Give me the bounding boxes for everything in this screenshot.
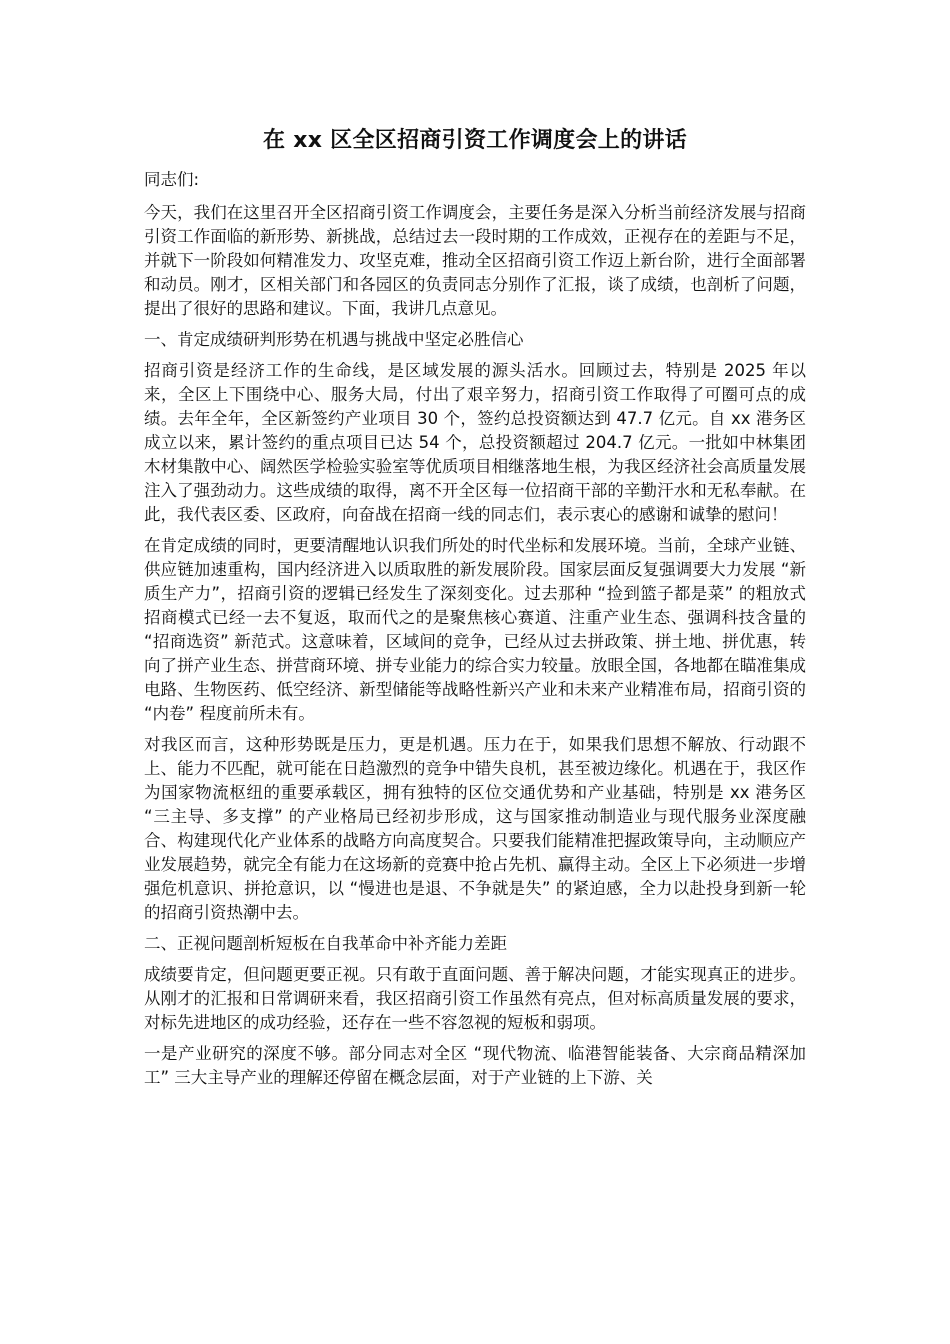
document-page [144, 122, 806, 1097]
paragraph-problem-one: 一是产业研究的深度不够。部分同志对全区 “现代物流、临港智能装备、大宗商品精深加工” 三大主导产业的理解还停留在概念层面，对于产业链的上下游、关 [144, 1044, 806, 1087]
paragraph-opportunity: 对我区而言，这种形势既是压力，更是机遇。压力在于，如果我们思想不解放、行动跟不上、能力不匹配，就可能在日趋激烈的竞争中错失良机，甚至被边缘化。机遇在于，我区作为国家物流枢纽的重要承载区，拥有独特的区位交通优势和产业基础，特别是 xx 港务区 “三主导、多支撑” 的产业格局已经初步形成，这与国家推动制造业与现代服务业深度融合、构建现代化产业体系的战略方向高度契合。只要我们能精准把握政策导向，主动顺应产业发展趋势，就完全有能力在这场新的竞赛中抢占先机、赢得主动。全区上下必须进一步增强危机意识、拼抢意识，以 “慢进也是退、不争就是失” 的紧迫感，全力以赴投身到新一轮的招商引资热潮中去。 [144, 735, 806, 922]
paragraph-problems: 成绩要肯定，但问题更要正视。只有敢于直面问题、善于解决问题，才能实现真正的进步。从刚才的汇报和日常调研来看，我区招商引资工作虽然有亮点，但对标高质量发展的要求，对标先进地区的成功经验，还存在一些不容忽视的短板和弱项。 [144, 965, 806, 1032]
paragraph-achievements: 招商引资是经济工作的生命线，是区域发展的源头活水。回顾过去，特别是 2025 年以来，全区上下围绕中心、服务大局，付出了艰辛努力，招商引资工作取得了可圈可点的成绩。去年全年，全区新签约产业项目 30 个，签约总投资额达到 47.7 亿元。自 xx 港务区成立以来，累计签约的重点项目已达 54 个，总投资额超过 204.7 亿元。一批如中林集团木材集散中心、阔然医学检验实验室等优质项目相继落地生根，为我区经济社会高质量发展注入了强劲动力。这些成绩的取得，离不开全区每一位招商干部的辛勤汗水和无私奉献。在此，我代表区委、区政府，向奋战在招商一线的同志们，表示衷心的感谢和诚挚的慰问！ [144, 361, 806, 524]
section-heading-1: 一、肯定成绩研判形势在机遇与挑战中坚定必胜信心 [144, 330, 524, 349]
section-heading-2: 二、正视问题剖析短板在自我革命中补齐能力差距 [144, 934, 507, 953]
document-title: 在 xx 区全区招商引资工作调度会上的讲话 [262, 128, 687, 153]
salutation: 同志们: [144, 170, 200, 189]
paragraph-intro: 今天，我们在这里召开全区招商引资工作调度会，主要任务是深入分析当前经济发展与招商引资工作面临的新形势、新挑战，总结过去一段时期的工作成效，正视存在的差距与不足，并就下一阶段如何精准发力、攻坚克难，推动全区招商引资工作迈上新台阶，进行全面部署和动员。刚才，区相关部门和各园区的负责同志分别作了汇报，谈了成绩，也剖析了问题，提出了很好的思路和建议。下面，我讲几点意见。 [144, 203, 806, 318]
paragraph-situation: 在肯定成绩的同时，更要清醒地认识我们所处的时代坐标和发展环境。当前，全球产业链、供应链加速重构，国内经济进入以质取胜的新发展阶段。国家层面反复强调要大力发展 “新质生产力”，招商引资的逻辑已经发生了深刻变化。过去那种 “捡到篮子都是菜” 的粗放式招商模式已经一去不复返，取而代之的是聚焦核心赛道、注重产业生态、强调科技含量的 “招商选资” 新范式。这意味着，区域间的竞争，已经从过去拼政策、拼土地、拼优惠，转向了拼产业生态、拼营商环境、拼专业能力的综合实力较量。放眼全国，各地都在瞄准集成电路、生物医药、低空经济、新型储能等战略性新兴产业和未来产业精准布局，招商引资的 “内卷” 程度前所未有。 [144, 536, 806, 723]
